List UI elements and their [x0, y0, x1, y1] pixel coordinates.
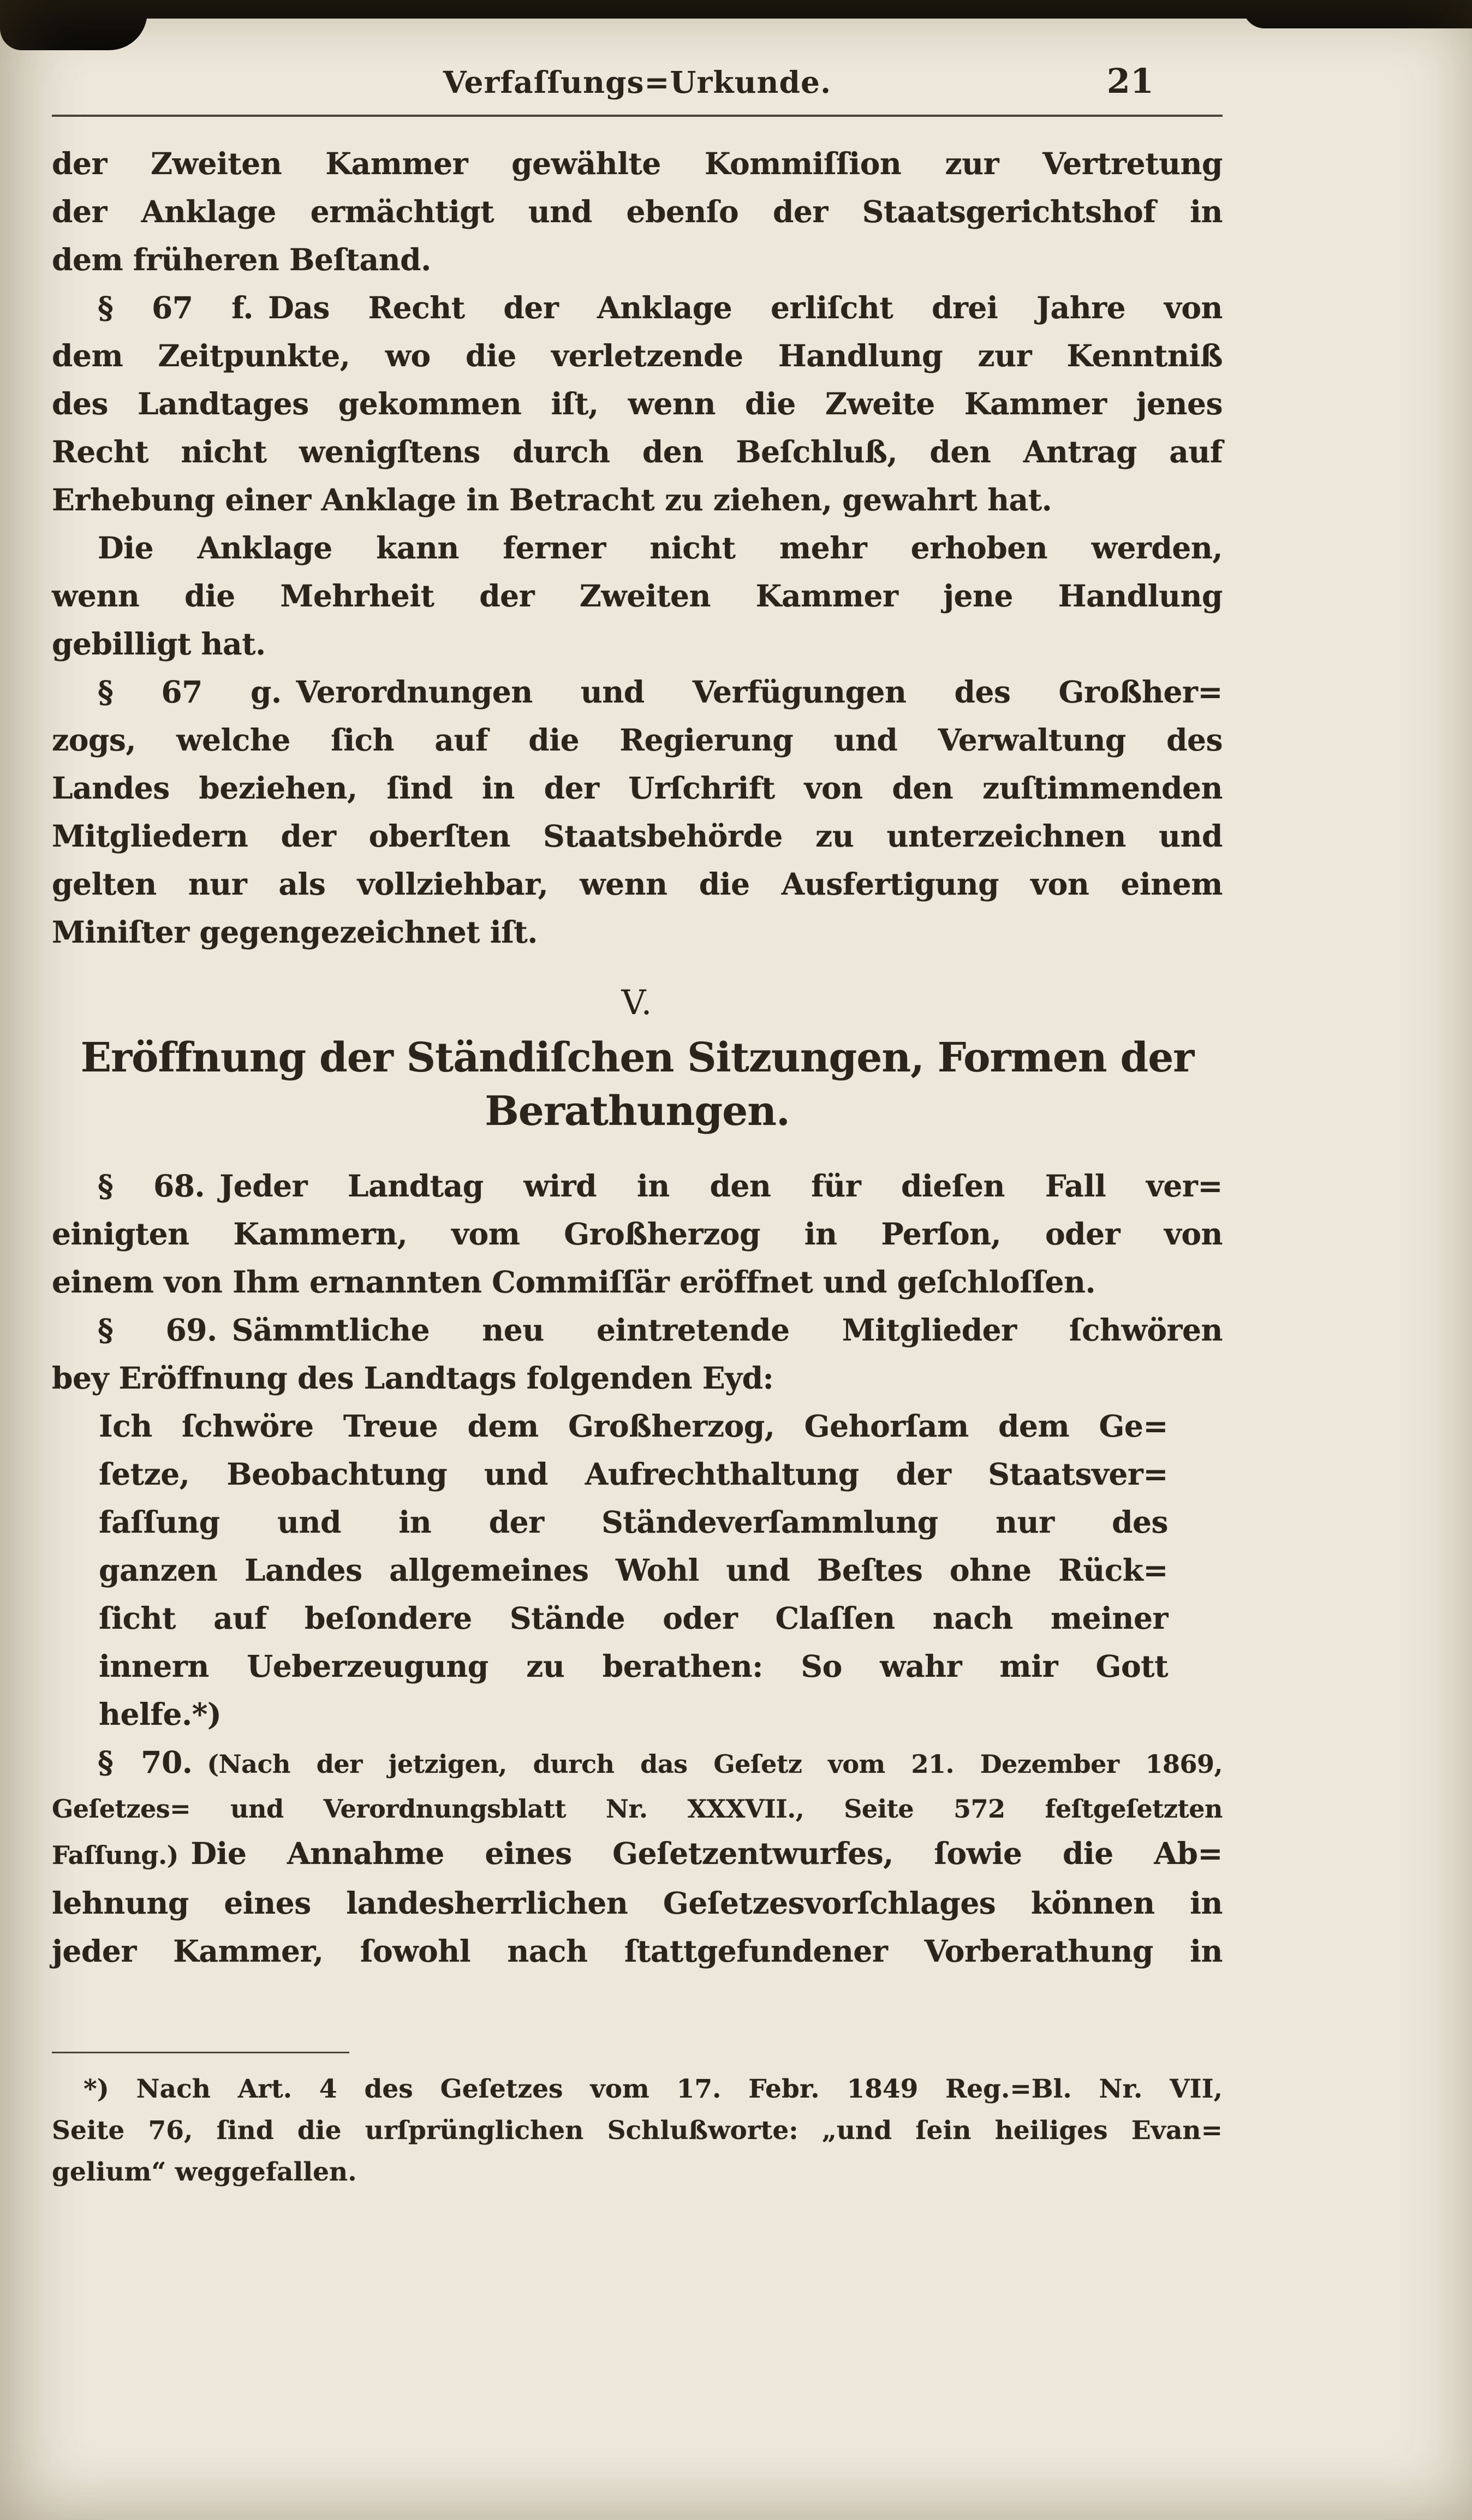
text-segment: Ich ſchwöre Treue dem Großherzog, Gehorſam dem Ge= [99, 1408, 1168, 1444]
text-segment: zogs, welche ſich auf die Regierung und Verwaltung des [52, 722, 1223, 758]
text-line [52, 812, 1223, 860]
text-segment: Erhebung einer Anklage in Betracht zu ziehen, gewahrt hat. [52, 482, 1052, 517]
section-title [52, 1031, 1223, 1138]
text-segment: faſſung und in der Ständeverſammlung nur des [99, 1504, 1168, 1540]
text-line [52, 524, 1223, 572]
text-segment: Recht nicht wenigſtens durch den Beſchluß, den Antrag auf [52, 434, 1223, 469]
oath-paragraph [99, 1402, 1168, 1738]
text-segment: lehnung eines landesherrlichen Geſetzesvorſchlages können in [52, 1885, 1223, 1921]
text-segment: Die Annahme eines Geſetzentwurfes, ſowie die Ab= [190, 1836, 1223, 1871]
text-line [52, 620, 1223, 668]
text-line [52, 188, 1223, 236]
text-line [99, 1450, 1168, 1498]
text-line [52, 716, 1223, 764]
text-segment: Die Anklage kann ferner nicht mehr erhoben werden, [98, 530, 1223, 565]
header-rule [52, 115, 1223, 117]
text-line [52, 764, 1223, 812]
text-segment: ganzen Landes allgemeines Wohl und Beſtes ohne Rück= [99, 1552, 1168, 1588]
footnote [52, 2052, 1223, 2193]
text-line [52, 332, 1223, 380]
text-segment: der Zweiten Kammer gewählte Kommiſſion zur Vertretung [52, 146, 1223, 181]
text-segment: gebilligt hat. [52, 626, 266, 662]
text-line [52, 1354, 1223, 1402]
text-line [52, 428, 1223, 476]
text-line [52, 1927, 1223, 1975]
text-line [52, 284, 1223, 332]
text-line [52, 140, 1223, 188]
text-line [52, 1210, 1223, 1258]
scan-artifact-top-right-corner [1243, 0, 1472, 28]
text-segment: gelten nur als vollziehbar, wenn die Ausfertigung von einem [52, 866, 1223, 902]
text-segment: § 70. [98, 1744, 207, 1780]
text-segment: Geſetzes= und Verordnungsblatt Nr. XXXVII., Seite 572 feſtgeſetzten [52, 1794, 1223, 1824]
running-header [52, 61, 1223, 106]
text-segment: § 69. Sämmtliche neu eintretende Mitglieder ſchwören [98, 1312, 1223, 1348]
text-line [52, 236, 1223, 284]
text-segment: *) Nach Art. 4 des Geſetzes vom 17. Febr. 1849 Reg.=Bl. Nr. VII, [84, 2074, 1223, 2104]
text-segment: Seite 76, ſind die urſprünglichen Schlußworte: „und ſein heiliges Evan= [52, 2116, 1223, 2146]
text-line [52, 1788, 1223, 1830]
paragraph [52, 140, 1223, 284]
text-line [52, 572, 1223, 620]
text-line [52, 860, 1223, 908]
text-line [52, 2152, 1223, 2193]
text-line [99, 1594, 1168, 1642]
text-line [52, 1738, 1223, 1788]
section-title-line: Eröffnung der Ständiſchen Sitzungen, Formen der [80, 1034, 1194, 1081]
text-segment: § 67 g. Verordnungen und Verfügungen des Großher= [98, 674, 1223, 710]
text-segment: Faſſung.) [52, 1840, 191, 1870]
paragraph [52, 1306, 1223, 1402]
text-segment: gelium“ weggefallen. [52, 2157, 357, 2187]
text-line [52, 380, 1223, 428]
footnote-rule [52, 2052, 349, 2053]
text-line [52, 1162, 1223, 1210]
page-body [52, 140, 1223, 1975]
text-segment: Miniſter gegengezeichnet iſt. [52, 914, 538, 950]
text-segment: einem von Ihm ernannten Commiſſär eröffnet und geſchloſſen. [52, 1264, 1096, 1300]
paragraph [52, 284, 1223, 524]
text-segment: einigten Kammern, vom Großherzog in Perſon, oder von [52, 1216, 1223, 1252]
text-line [52, 668, 1223, 716]
text-segment: § 68. Jeder Landtag wird in den für dieſen Fall ver= [98, 1168, 1223, 1204]
page-number: 21 [1106, 61, 1154, 101]
paragraph [52, 668, 1223, 956]
text-line [52, 1306, 1223, 1354]
text-line [52, 1258, 1223, 1306]
text-segment: dem früheren Beſtand. [52, 242, 431, 277]
text-segment: innern Ueberzeugung zu berathen: So wahr mir Gott [99, 1648, 1168, 1684]
text-segment: § 67 f. Das Recht der Anklage erliſcht drei Jahre von [98, 290, 1223, 325]
text-segment: des Landtages gekommen iſt, wenn die Zweite Kammer jenes [52, 386, 1223, 421]
section-numeral: V. [621, 982, 653, 1022]
text-line [52, 1879, 1223, 1927]
text-segment: Landes beziehen, ſind in der Urſchrift von den zuſtimmenden [52, 770, 1223, 806]
text-segment: (Nach der jetzigen, durch das Geſetz vom 21. Dezember 1869, [207, 1749, 1223, 1779]
text-line [52, 2069, 1223, 2110]
text-line [99, 1546, 1168, 1594]
text-line [52, 908, 1223, 956]
text-segment: ſicht auf beſondere Stände oder Claſſen nach meiner [99, 1600, 1168, 1636]
text-line [99, 1498, 1168, 1546]
section-title-line: Berathungen. [485, 1088, 790, 1135]
paragraph [52, 524, 1223, 668]
text-line [99, 1690, 1168, 1738]
paragraph [52, 1162, 1223, 1306]
text-line [52, 1830, 1223, 1879]
text-segment: jeder Kammer, ſowohl nach ſtattgefundener Vorberathung in [52, 1933, 1223, 1969]
scan-artifact-top-left-corner [0, 0, 147, 50]
page [52, 61, 1223, 2193]
text-line [52, 476, 1223, 524]
text-segment: bey Eröffnung des Landtags folgenden Eyd: [52, 1360, 774, 1396]
text-segment: wenn die Mehrheit der Zweiten Kammer jene Handlung [52, 578, 1223, 613]
text-segment: ſetze, Beobachtung und Aufrechthaltung der Staatsver= [99, 1456, 1168, 1492]
running-title: Verfaſſungs=Urkunde. [443, 64, 832, 100]
text-segment: Mitgliedern der oberſten Staatsbehörde zu unterzeichnen und [52, 818, 1223, 854]
text-segment: der Anklage ermächtigt und ebenſo der Staatsgerichtshof in [52, 194, 1223, 229]
text-segment: helfe.*) [99, 1696, 222, 1732]
text-line [99, 1402, 1168, 1450]
footnote-text [52, 2069, 1223, 2193]
text-line [52, 2110, 1223, 2152]
paragraph [52, 1738, 1223, 1975]
text-segment: dem Zeitpunkte, wo die verletzende Handlung zur Kenntniß [52, 338, 1223, 373]
text-line [99, 1642, 1168, 1690]
